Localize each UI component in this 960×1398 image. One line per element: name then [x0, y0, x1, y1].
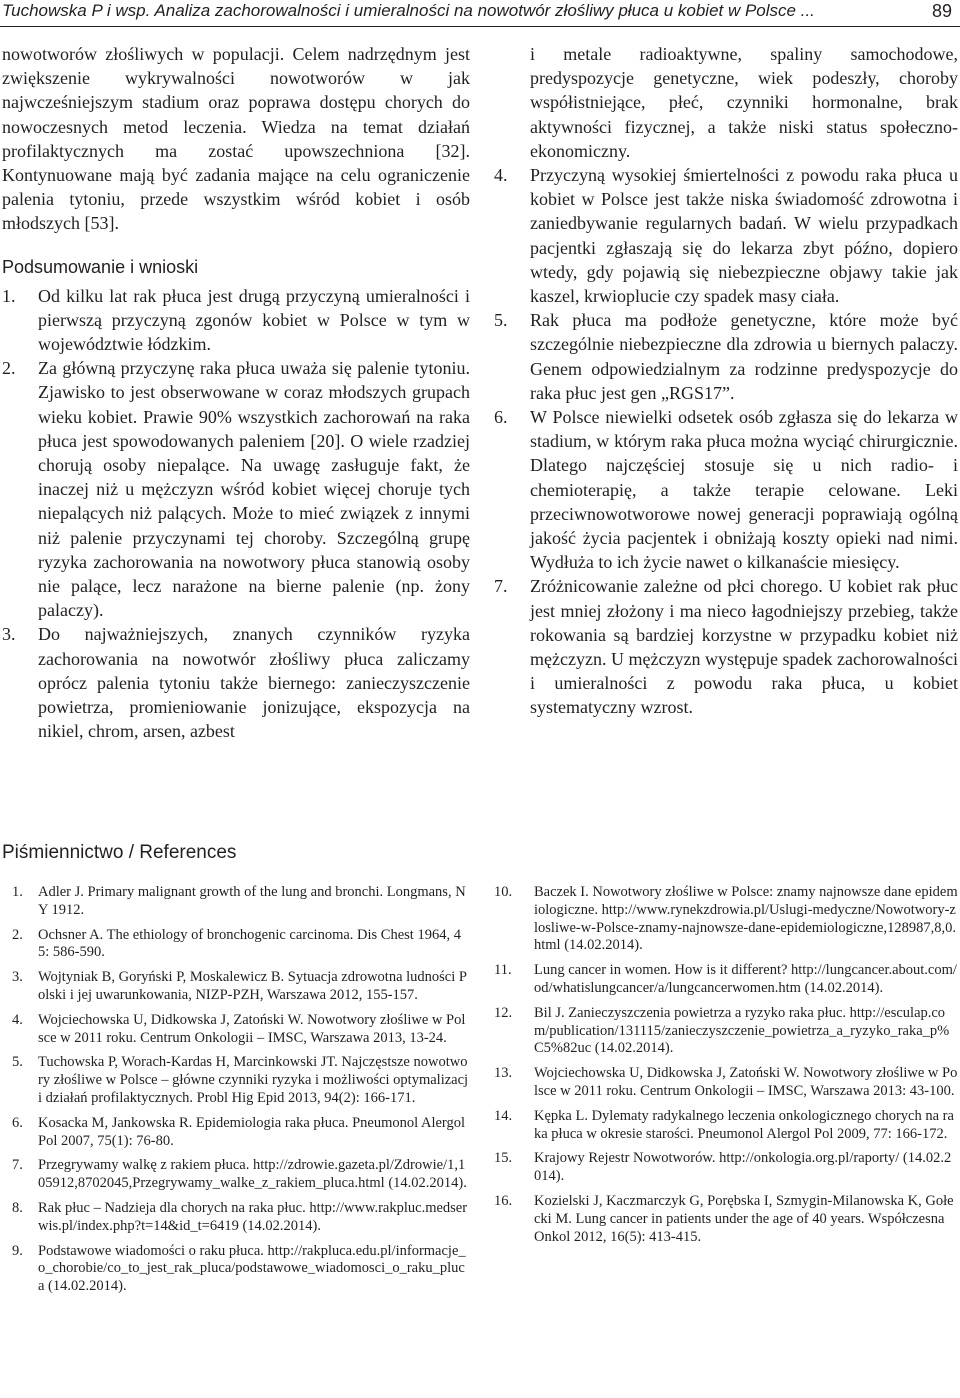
reference-item	[2, 1243, 470, 1296]
reference-item	[2, 884, 470, 920]
item-number: 5.	[494, 310, 508, 331]
reference-item	[2, 927, 470, 963]
reference-item	[2, 1157, 470, 1193]
reference-item	[494, 1005, 958, 1058]
reference-item	[2, 1012, 470, 1048]
header-divider	[0, 26, 960, 27]
reference-text: Wojtyniak B, Goryński P, Moskalewicz B. Sytuacja zdrowotna ludności Polski i jej uwarunkowania, NIZP-PZH, Warszawa 2012, 155-157.	[38, 969, 467, 1003]
reference-text: Krajowy Rejestr Nowotworów. http://onkologia.org.pl/raporty/ (14.02.2014).	[534, 1150, 952, 1185]
item-number: 7.	[494, 576, 508, 597]
item-text: Za główną przyczynę raka płuca uważa się palenie tytoniu. Zjawisko to jest obserwowane w coraz młodszych grupach wieku kobiet. Prawie 90% wszystkich zachorowań na raka płuca jest spowodowanych paleniem [20]. O wiele rzadziej chorują osoby niepalące. Na uwagę zasługuje fakt, że inaczej niż u mężczyzn wśród kobiet więcej choruje tych niepalących niż palących. Może to mieć związek z innymi niż palenie przyczynami tej choroby. Szczególną grupę ryzyka zachorowania na nowotwory płuca stanowią osoby nie palące, lecz narażone na bierne palenie (np. żony palaczy).	[38, 358, 470, 621]
reference-item	[2, 1054, 470, 1107]
reference-item	[2, 1115, 470, 1151]
item-text: Zróżnicowanie zależne od płci chorego. U kobiet rak płuc jest mniej złożony i ma nieco łagodniejszy przebieg, także rokowania są bardziej korzystne w przypadku kobiet niż mężczyzn. U mężczyzn występuje spadek zachorowalności i umieralności z powodu raka płuca, u kobiet systematyczny wzrost.	[530, 576, 958, 718]
reference-text: Kępka L. Dylematy radykalnego leczenia onkologicznego chorych na raka płuca w okresie starości. Pneumonol Alergol Pol 2009, 77: 166-172.	[534, 1107, 954, 1142]
running-title: Tuchowska P i wsp. Analiza zachorowalności i umieralności na nowotwór złośliwy płuca u kobiet w Polsce ...	[2, 1, 815, 20]
reference-item	[494, 1193, 958, 1246]
intro-paragraph: nowotworów złośliwych w populacji. Celem nadrzędnym jest zwiększenie wykrywalności nowotworów w jak najwcześniejszym stadium oraz poprawa dostępu chorych do nowoczesnych metod leczenia. Wiedza na temat działań profilaktycznych ma zostać upowszechniona [32]. Kontynuowane mają być zadania mające na celu ograniczenie palenia tytoniu, przede wszystkim wśród kobiet i osób młodszych [53].	[2, 44, 470, 234]
reference-item	[494, 1065, 958, 1101]
reference-number: 8.	[12, 1199, 23, 1216]
reference-number: 6.	[12, 1114, 23, 1131]
reference-item	[494, 962, 958, 998]
item-text: Rak płuca ma podłoże genetyczne, które może być szczególnie niebezpieczne dla zdrowia u biernych palaczy. Genem odpowiedzialnym za rodzinne predyspozycje do raka płuc jest gen „RGS17”.	[530, 310, 958, 403]
list-item	[494, 405, 958, 574]
reference-item	[2, 1200, 470, 1236]
page-number: 89	[931, 1, 952, 21]
reference-number: 4.	[12, 1011, 23, 1028]
reference-number: 12.	[494, 1004, 513, 1021]
right-column	[494, 42, 958, 720]
item-number: 3.	[2, 624, 16, 645]
reference-number: 15.	[494, 1150, 513, 1167]
item-number: 1.	[2, 285, 16, 306]
references-heading: Piśmiennictwo / References	[2, 842, 237, 863]
item-number: 4.	[494, 165, 508, 186]
reference-text: Ochsner A. The ethiology of bronchogenic carcinoma. Dis Chest 1964, 45: 586-590.	[38, 926, 461, 961]
conclusions-list-continued	[494, 42, 958, 720]
reference-text: Rak płuc – Nadzieja dla chorych na raka płuc. http://www.rakpluc.medserwis.pl/index.php?t=14&id_t=6419 (14.02.2014).	[38, 1199, 468, 1234]
reference-text: Kozielski J, Kaczmarczyk G, Porębska I, Szmygin-Milanowska K, Gołecki M. Lung cancer in patients under the age of 40 years. Współczesna Onkol 2012, 16(5): 413-415.	[534, 1192, 954, 1245]
item-text: W Polsce niewielki odsetek osób zgłasza się do lekarza w stadium, w którym raka płuca można wyciąć chirurgicznie. Dlatego najczęściej stosuje się u nich radio- i chemioterapię, a także terapie celowane. Leki przeciwnowotworowe nowej generacji poprawiają ogólną jakość życia pacjentek i obniżają koszty opieki nad nimi. Wydłuża to ich życie nawet o kilkanaście miesięcy.	[530, 407, 958, 573]
reference-text: Przegrywamy walkę z rakiem płuca. http://zdrowie.gazeta.pl/Zdrowie/1,105912,8702045,Przegrywamy_walke_z_rakiem_pluca.html (14.02.2014).	[38, 1157, 467, 1192]
item-text: Od kilku lat rak płuca jest drugą przyczyną umieralności i pierwszą przyczyną zgonów kobiet w Polsce w tym w województwie łódzkim.	[38, 285, 470, 355]
reference-text: Podstawowe wiadomości o raku płuca. http://rakpluca.edu.pl/informacje_o_chorobie/co_to_jest_rak_pluca/podstawowe_wiadomosci_o_raku_pluca (14.02.2014).	[38, 1242, 466, 1295]
reference-item	[494, 884, 958, 955]
list-item	[2, 622, 470, 743]
list-item	[494, 574, 958, 719]
conclusions-list	[2, 284, 470, 744]
list-item	[2, 356, 470, 622]
item-text: Do najważniejszych, znanych czynników ryzyka zachorowania na nowotwór złośliwy płuca zaliczamy oprócz palenia tytoniu także biernego: zanieczyszczenie powietrza, promieniowanie jonizujące, ekspozycja na nikiel, chrom, arsen, azbest	[38, 624, 470, 742]
reference-text: Wojciechowska U, Didkowska J, Zatoński W. Nowotwory złośliwe w Polsce w 2011 roku. Centrum Onkologii – IMSC, Warszawa 2013, 13-24.	[38, 1011, 466, 1046]
reference-text: Tuchowska P, Worach-Kardas H, Marcinkowski JT. Najczęstsze nowotwory złośliwe w Polsce – główne czynniki ryzyka i możliwości optymalizacji działań profilaktycznych. Probl Hig Epid 2013, 94(2): 166-171.	[38, 1054, 469, 1106]
list-item-continuation	[494, 42, 958, 163]
reference-number: 3.	[12, 969, 23, 986]
reference-item	[2, 969, 470, 1005]
list-item	[494, 163, 958, 308]
item-number: 6.	[494, 407, 508, 428]
reference-text: Wojciechowska U, Didkowska J, Zatoński W. Nowotwory złośliwe w Polsce w 2011 roku. Centrum Onkologii – IMSC, Warszawa 2013: 43-100.	[534, 1065, 958, 1099]
left-column	[2, 42, 470, 743]
section-heading: Podsumowanie i wnioski	[2, 256, 199, 277]
reference-number: 2.	[12, 926, 23, 943]
list-item	[494, 308, 958, 405]
references-right-column	[494, 884, 958, 1253]
reference-text: Baczek I. Nowotwory złośliwe w Polsce: znamy najnowsze dane epidemiologiczne. http://www.rynekzdrowia.pl/Uslugi-medyczne/Nowotwory-zlosliwe-w-Polsce-znamy-najnowsze-dane-epidemiologiczne,128987,8,0.html (14.02.2014).	[534, 884, 958, 954]
reference-number: 9.	[12, 1242, 23, 1259]
reference-number: 14.	[494, 1107, 513, 1124]
reference-text: Adler J. Primary malignant growth of the lung and bronchi. Longmans, NY 1912.	[38, 884, 466, 918]
reference-number: 7.	[12, 1157, 23, 1174]
reference-number: 13.	[494, 1065, 513, 1082]
reference-number: 1.	[12, 884, 23, 900]
item-text: i metale radioaktywne, spaliny samochodowe, predyspozycje genetyczne, wiek podeszły, choroby współistniejące, płeć, czynniki hormonalne, brak aktywności fizycznej, a także niski status społeczno-ekonomiczny.	[530, 44, 958, 161]
list-item	[2, 284, 470, 357]
references-left-column	[2, 884, 470, 1303]
reference-number: 16.	[494, 1192, 513, 1209]
reference-text: Lung cancer in women. How is it different? http://lungcancer.about.com/od/whatislungcancer/a/lungcancerwomen.htm (14.02.2014).	[534, 962, 957, 996]
reference-item	[494, 1108, 958, 1144]
reference-text: Kosacka M, Jankowska R. Epidemiologia raka płuca. Pneumonol Alergol Pol 2007, 75(1): 76-80.	[38, 1114, 465, 1149]
reference-number: 10.	[494, 884, 513, 900]
item-number: 2.	[2, 358, 16, 379]
reference-item	[494, 1150, 958, 1186]
reference-number: 11.	[494, 962, 512, 979]
item-text: Przyczyną wysokiej śmiertelności z powodu raka płuca u kobiet w Polsce jest także niska świadomość zdrowotna i zaniedbywanie regularnych badań. W wielu przypadkach pacjentki zgłaszają się do lekarza zbyt późno, dopiero wtedy, gdy pojawią się niebezpieczne objawy takie jak kaszel, krwioplucie czy spadek masy ciała.	[530, 165, 958, 307]
reference-number: 5.	[12, 1054, 23, 1071]
reference-text: Bil J. Zanieczyszczenia powietrza a ryzyko raka płuc. http://esculap.com/publication/131115/zanieczyszczenie_powietrza_a_ryzyko_raka_p%C5%82uc (14.02.2014).	[534, 1004, 950, 1057]
page-header	[0, 0, 960, 24]
